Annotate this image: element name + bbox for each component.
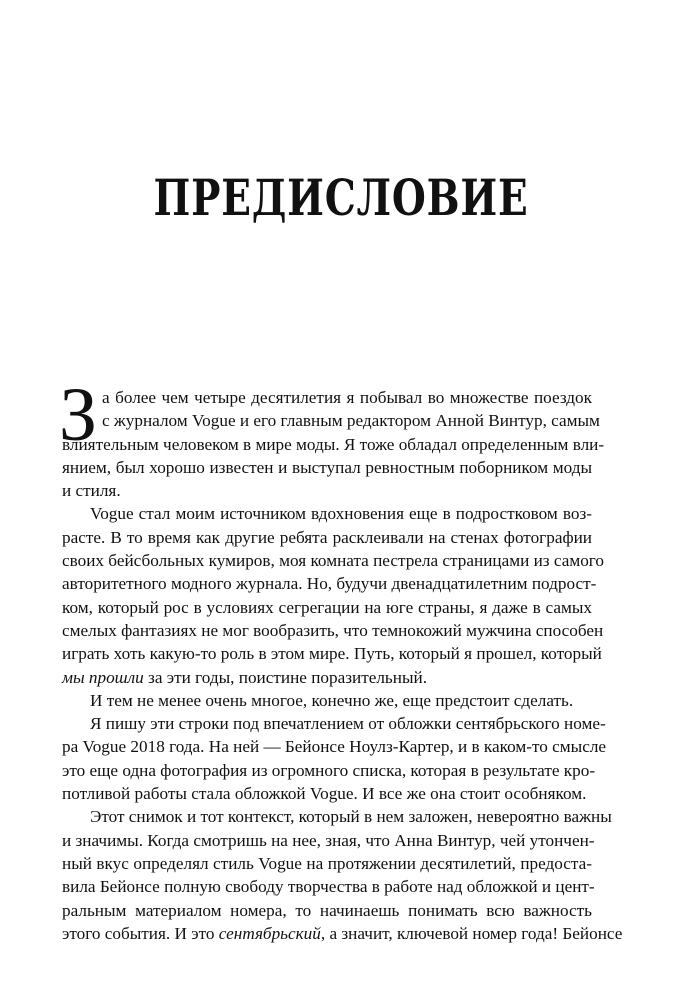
chapter-heading: ПРЕДИСЛОВИЕ xyxy=(153,168,529,227)
text-line: Я пишу эти строки под впечатлением от обложки сентябрьского номе- xyxy=(90,714,606,734)
text-line: потливой работы стала обложкой Vogue. И все же она стоит особняком. xyxy=(62,784,587,804)
body-text xyxy=(59,373,623,945)
paragraph-2 xyxy=(62,502,605,688)
italic-phrase: сентябрьский xyxy=(218,923,321,943)
text-line: играть хоть какую-то роль в этом мире. Путь, который я прошел, который xyxy=(62,644,602,664)
paragraph-4 xyxy=(62,712,607,805)
text-line: вила Бейонсе полную свободу творчества в работе над обложкой и цент- xyxy=(62,877,595,897)
text-line: Vogue стал моим источником вдохновения еще в подростковом воз- xyxy=(90,504,592,524)
text-line: ный вкус определял стиль Vogue на протяжении десятилетий, предоста- xyxy=(62,853,592,873)
text-line xyxy=(62,666,592,689)
text-fragment: , а значит, ключевой номер года! Бейонсе xyxy=(320,923,623,943)
italic-phrase: мы прошли xyxy=(62,667,144,687)
text-line: ральным материалом номера, то начинаешь понимать всю важность xyxy=(62,900,592,920)
paragraph-1 xyxy=(59,373,605,502)
paragraph-3 xyxy=(62,689,592,712)
text-line: Этот снимок и тот контекст, который в нем заложен, невероятно важны xyxy=(90,807,612,827)
text-line: и значимы. Когда смотришь на нее, зная, что Анна Винтур, чей утончен- xyxy=(62,830,595,850)
text-line: авторитетного модного журнала. Но, будучи двенадцатилетним подрост- xyxy=(62,574,597,594)
drop-cap: З xyxy=(59,373,98,457)
text-line: это еще одна фотография из огромного списка, которая в результате кро- xyxy=(62,760,596,780)
text-line: янием, был хорошо известен и выступал ревностным поборником моды xyxy=(62,457,592,477)
text-line: влиятельным человеком в мире моды. Я тоже обладал определенным вли- xyxy=(62,434,605,454)
text-line: и стиля. xyxy=(62,481,121,501)
text-fragment: за эти годы, поистине поразительный. xyxy=(143,667,427,687)
paragraph-5 xyxy=(62,805,623,945)
text-line: смелых фантазиях не мог вообразить, что темнокожий мужчина способен xyxy=(62,620,604,640)
text-line: своих бейсбольных кумиров, моя комната пестрела страницами из самого xyxy=(62,551,605,571)
text-line: ра Vogue 2018 года. На ней — Бейонсе Ноулз-Картер, и в каком-то смысле xyxy=(62,737,607,757)
text-fragment: этого события. И это xyxy=(62,923,215,943)
text-line: И тем не менее очень многое, конечно же, еще предстоит сделать. xyxy=(90,690,574,710)
text-line: ком, который рос в условиях сегрегации на юге страны, я даже в самых xyxy=(62,597,592,617)
text-line: расте. В то время как другие ребята расклеивали на стенах фотографии xyxy=(62,527,592,547)
text-line: с журналом Vogue и его главным редактором Анной Винтур, самым xyxy=(102,411,600,431)
text-line: а более чем четыре десятилетия я побывал во множестве поездок xyxy=(102,388,592,407)
text-line xyxy=(62,922,623,945)
